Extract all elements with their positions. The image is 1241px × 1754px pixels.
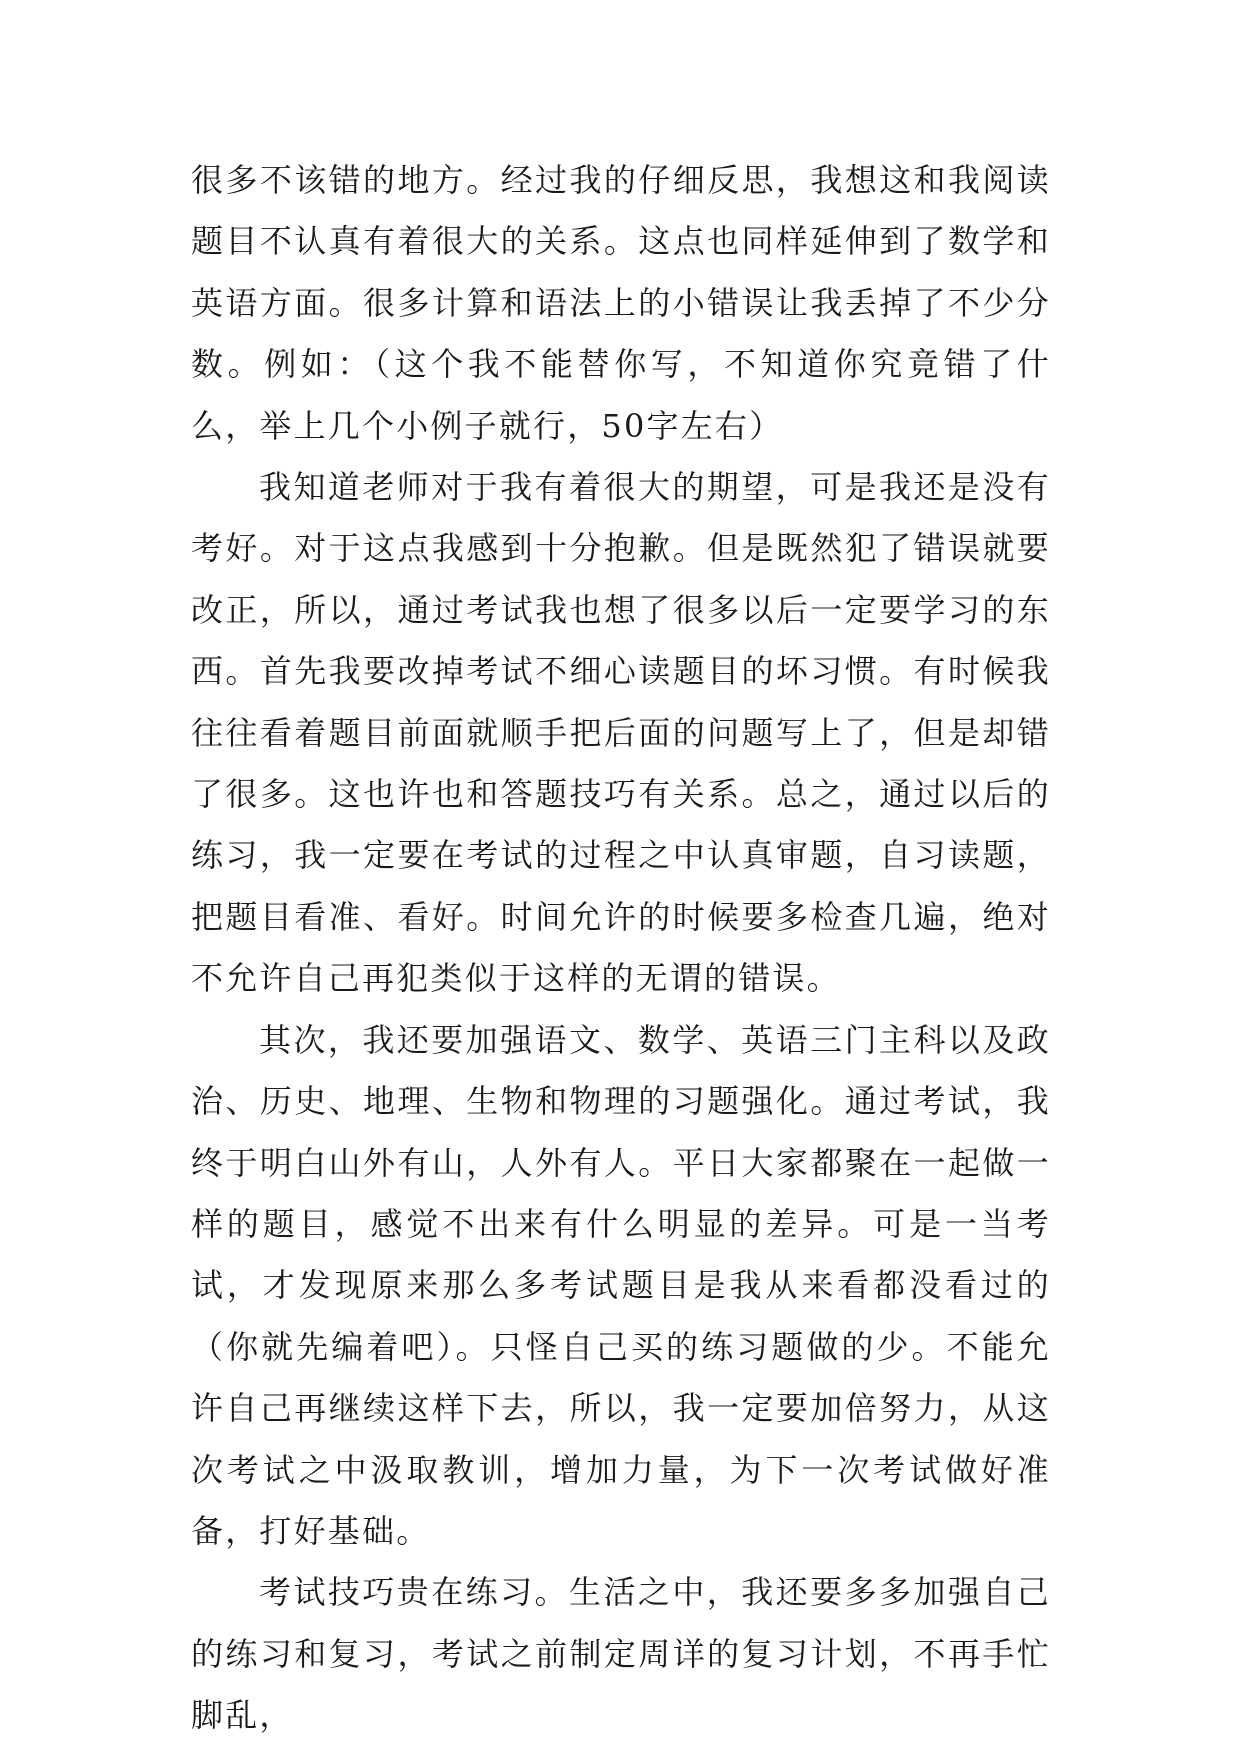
paragraph-4: 考试技巧贵在练习。生活之中，我还要多多加强自己的练习和复习，考试之前制定周详的复习计划，不再手忙脚乱， <box>191 1573 1051 1735</box>
paragraph-2: 我知道老师对于我有着很大的期望，可是我还是没有考好。对于这点我感到十分抱歉。但是既然犯了错误就要改正，所以，通过考试我也想了很多以后一定要学习的东西。首先我要改掉考试不细心读题目的坏习惯。有时候我往往看着题目前面就顺手把后面的问题写上了，但是却错了很多。这也许也和答题技巧有关系。总之，通过以后的练习，我一定要在考试的过程之中认真审题，自习读题，把题目看准、看好。时间允许的时候要多检查几遍，绝对不允许自己再犯类似于这样的无谓的错误。 <box>191 468 1051 998</box>
document-body <box>191 150 1051 1747</box>
paragraph-1: 很多不该错的地方。经过我的仔细反思，我想这和我阅读题目不认真有着很大的关系。这点也同样延伸到了数学和英语方面。很多计算和语法上的小错误让我丢掉了不少分数。例如：（这个我不能替你写，不知道你究竟错了什么，举上几个小例子就行，50字左右） <box>191 161 1051 445</box>
paragraph-3: 其次，我还要加强语文、数学、英语三门主科以及政治、历史、地理、生物和物理的习题强化。通过考试，我终于明白山外有山，人外有人。平日大家都聚在一起做一样的题目，感觉不出来有什么明显的差异。可是一当考试，才发现原来那么多考试题目是我从来看都没看过的（你就先编着吧）。只怪自己买的练习题做的少。不能允许自己再继续这样下去，所以，我一定要加倍努力，从这次考试之中汲取教训，增加力量，为下一次考试做好准备，打好基础。 <box>191 1020 1051 1550</box>
